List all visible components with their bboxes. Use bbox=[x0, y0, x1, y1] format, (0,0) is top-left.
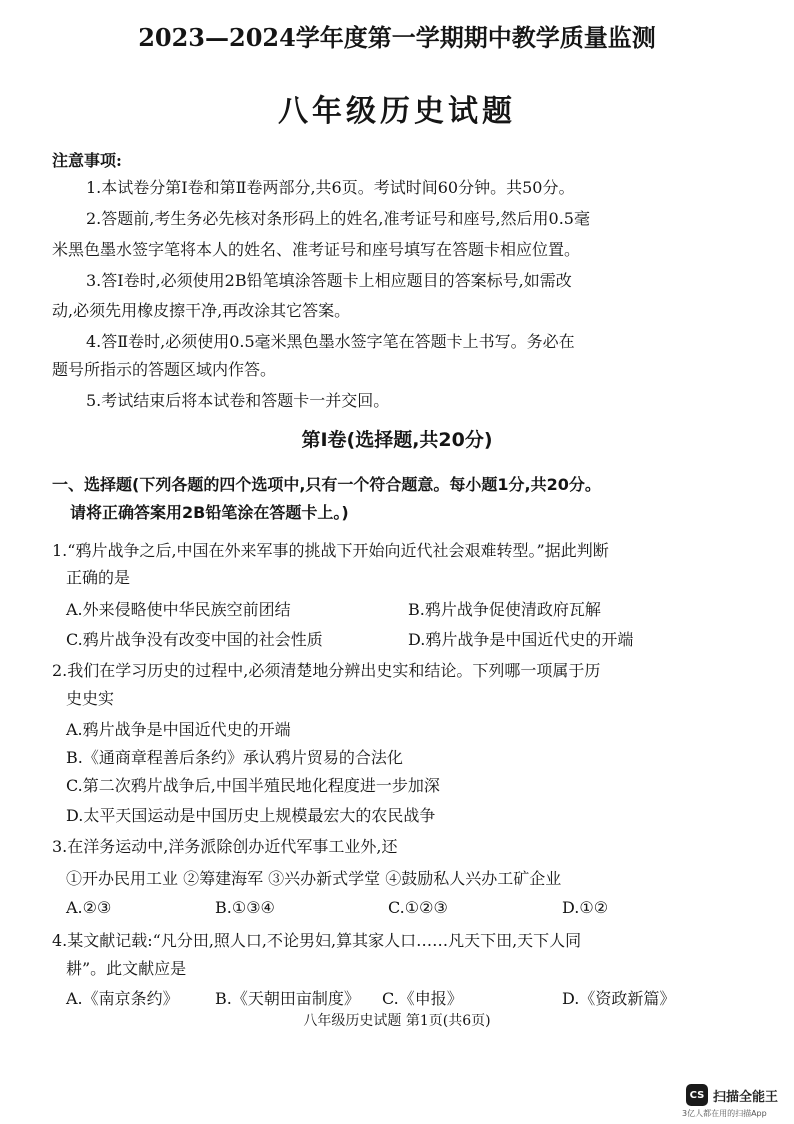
notice-line: 米黑色墨水签字笔将本人的姓名、准考证号和座号填写在答题卡相应位置。 bbox=[52, 240, 581, 259]
notice-line: 动,必须先用橡皮擦干净,再改涂其它答案。 bbox=[52, 301, 351, 320]
notice-line: 5.考试结束后将本试卷和答题卡一并交回。 bbox=[86, 391, 390, 410]
option-a: A.②③ bbox=[66, 898, 112, 917]
option-a: A.《南京条约》 bbox=[66, 989, 179, 1008]
option-a: A.外来侵略使中华民族空前团结 bbox=[66, 600, 291, 619]
option-d: D.太平天国运动是中国历史上规模最宏大的农民战争 bbox=[66, 806, 436, 825]
option-c: C.第二次鸦片战争后,中国半殖民地化程度进一步加深 bbox=[66, 776, 440, 795]
notice-line: 4.答Ⅱ卷时,必须使用0.5毫米黑色墨水签字笔在答题卡上书写。务必在 bbox=[86, 332, 575, 351]
notice-line: 3.答Ⅰ卷时,必须使用2B铅笔填涂答题卡上相应题目的答案标号,如需改 bbox=[86, 271, 572, 290]
question-stem: 3.在洋务运动中,洋务派除创办近代军事工业外,还 bbox=[52, 837, 398, 856]
subject-title: 八年级历史试题 bbox=[278, 94, 516, 129]
exam-title: 2023—2024学年度第一学期期中教学质量监测 bbox=[138, 23, 656, 52]
section-title: 第Ⅰ卷(选择题,共20分) bbox=[301, 429, 493, 451]
option-c: C.鸦片战争没有改变中国的社会性质 bbox=[66, 630, 323, 649]
question-stem: 2.我们在学习历史的过程中,必须清楚地分辨出史实和结论。下列哪一项属于历 bbox=[52, 661, 601, 680]
option-c: C.①②③ bbox=[388, 898, 448, 917]
section-instruction: 请将正确答案用2B铅笔涂在答题卡上。) bbox=[70, 503, 349, 522]
option-d: D.①② bbox=[562, 898, 609, 917]
question-stem: 1.“鸦片战争之后,中国在外来军事的挑战下开始向近代社会艰难转型。”据此判断 bbox=[52, 541, 609, 560]
page-footer: 八年级历史试题 第1页(共6页) bbox=[303, 1013, 491, 1029]
option-d: D.《资政新篇》 bbox=[562, 989, 676, 1008]
option-b: B.《通商章程善后条约》承认鸦片贸易的合法化 bbox=[66, 748, 403, 767]
question-stem: 耕”。此文献应是 bbox=[66, 959, 187, 978]
option-d: D.鸦片战争是中国近代史的开端 bbox=[408, 630, 634, 649]
scanner-watermark bbox=[686, 1084, 778, 1106]
watermark-tagline: 3亿人都在用的扫描App bbox=[682, 1109, 767, 1118]
notice-heading: 注意事项: bbox=[52, 151, 122, 170]
option-b: B.《天朝田亩制度》 bbox=[215, 989, 360, 1008]
question-stem: 史史实 bbox=[66, 689, 115, 708]
option-c: C.《申报》 bbox=[382, 989, 463, 1008]
section-instruction: 一、选择题(下列各题的四个选项中,只有一个符合题意。每小题1分,共20分。 bbox=[52, 475, 601, 494]
watermark-app-name: 扫描全能王 bbox=[713, 1089, 779, 1105]
option-a: A.鸦片战争是中国近代史的开端 bbox=[66, 720, 291, 739]
question-stem: 4.某文献记载:“凡分田,照人口,不论男妇,算其家人口……凡天下田,天下人同 bbox=[52, 931, 582, 950]
notice-line: 题号所指示的答题区域内作答。 bbox=[52, 360, 277, 379]
notice-line: 2.答题前,考生务必先核对条形码上的姓名,准考证号和座号,然后用0.5毫 bbox=[86, 209, 590, 228]
option-b: B.①③④ bbox=[215, 898, 275, 917]
camscanner-logo-icon: CS bbox=[686, 1084, 708, 1106]
question-choices: ①开办民用工业 ②筹建海军 ③兴办新式学堂 ④鼓励私人兴办工矿企业 bbox=[66, 869, 562, 888]
question-stem: 正确的是 bbox=[66, 568, 131, 587]
notice-line: 1.本试卷分第Ⅰ卷和第Ⅱ卷两部分,共6页。考试时间60分钟。共50分。 bbox=[86, 178, 575, 197]
option-b: B.鸦片战争促使清政府瓦解 bbox=[408, 600, 601, 619]
